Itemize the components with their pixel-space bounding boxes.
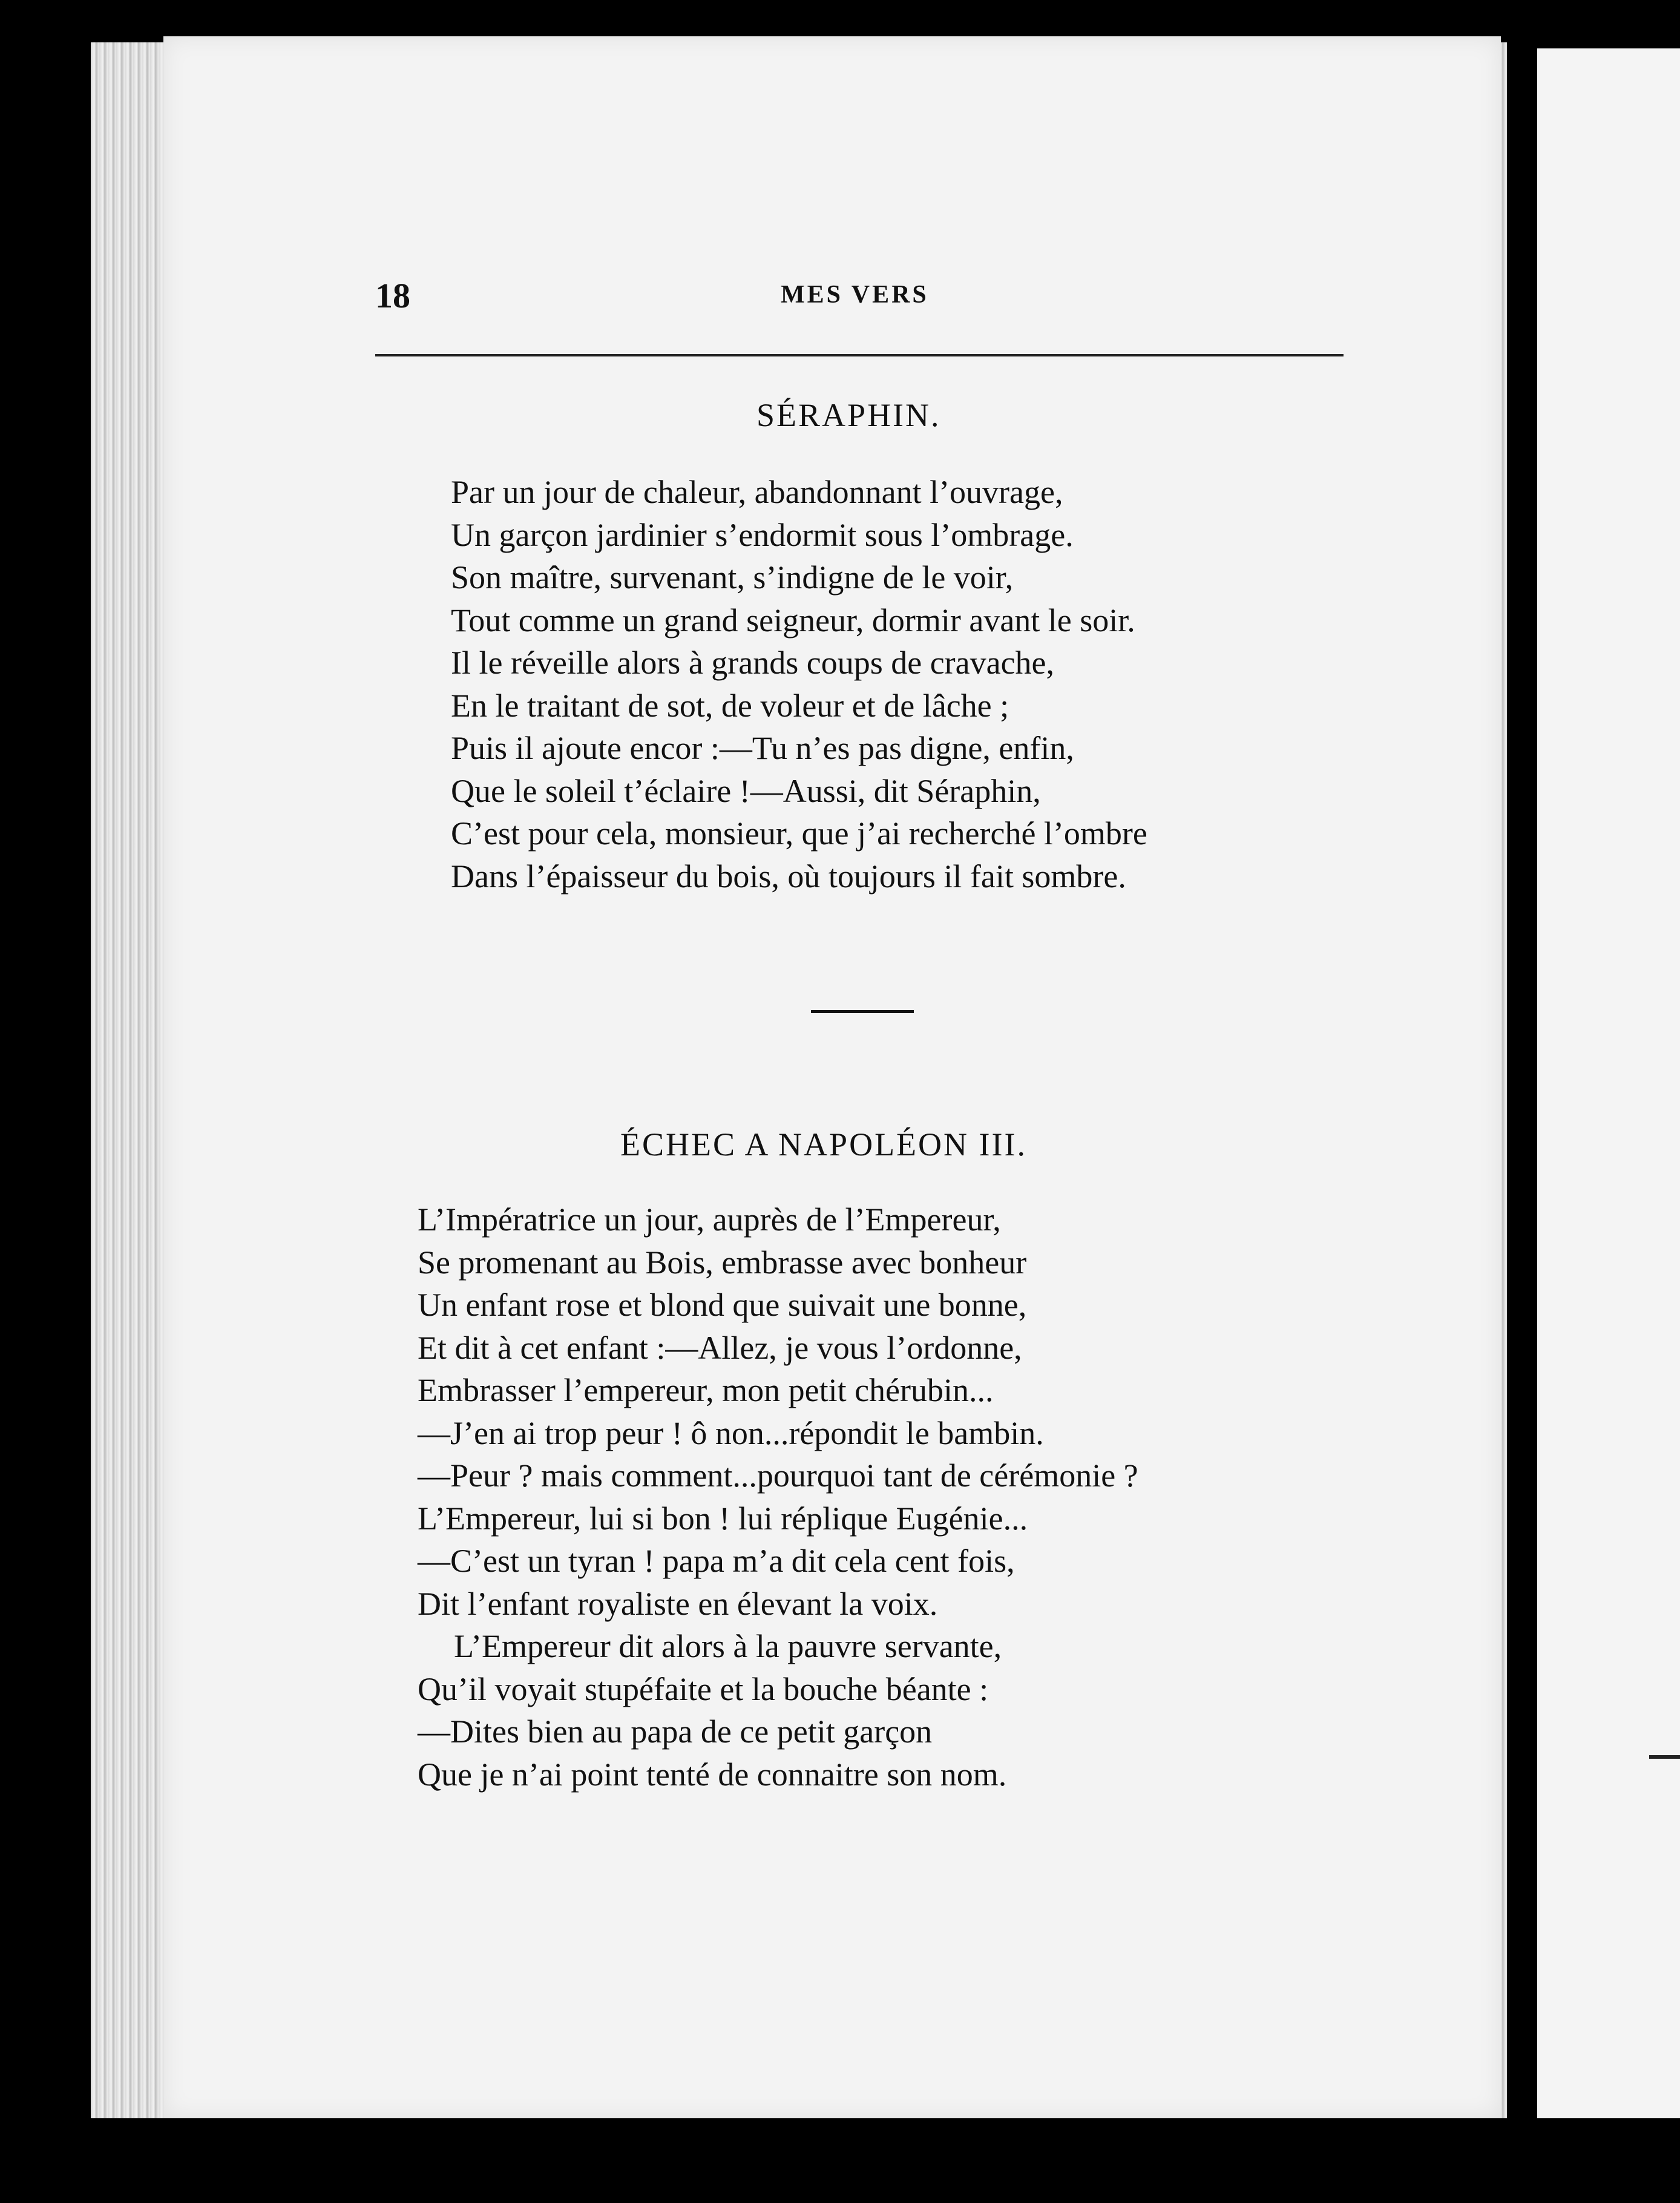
poem-title-echec: ÉCHEC A NAPOLÉON III. — [620, 1126, 1027, 1163]
verse-line: Et dit à cet enfant :—Allez, je vous l’ordonne, — [418, 1329, 1022, 1366]
verse-line: Dans l’épaisseur du bois, où toujours il fait sombre. — [451, 858, 1126, 895]
poem-seraphin — [451, 471, 1147, 898]
verse-line: Se promenant au Bois, embrasse avec bonheur — [418, 1244, 1027, 1281]
verse-line: —C’est un tyran ! papa m’a dit cela cent fois, — [418, 1543, 1015, 1579]
facing-page-edge — [1537, 48, 1680, 2118]
facing-page-mark — [1649, 1755, 1680, 1759]
verse-line: Que je n’ai point tenté de connaitre son nom. — [418, 1756, 1007, 1793]
verse-line: Embrasser l’empereur, mon petit chérubin... — [418, 1372, 994, 1408]
verse-line: Un enfant rose et blond que suivait une bonne, — [418, 1287, 1027, 1323]
verse-line: Que le soleil t’éclaire !—Aussi, dit Séraphin, — [451, 772, 1041, 809]
header-rule — [375, 354, 1344, 356]
page-number: 18 — [375, 276, 410, 315]
book-page — [163, 36, 1501, 2118]
verse-line: L’Empereur, lui si bon ! lui réplique Eugénie... — [418, 1500, 1028, 1537]
verse-line: Un garçon jardinier s’endormit sous l’ombrage. — [451, 516, 1074, 553]
poem-echec — [418, 1198, 1138, 1796]
verse-line: Il le réveille alors à grands coups de cravache, — [451, 645, 1055, 681]
poem-title-seraphin: SÉRAPHIN. — [756, 397, 941, 433]
running-head — [375, 275, 1344, 324]
verse-line: Dit l’enfant royaliste en élevant la voix. — [418, 1585, 938, 1622]
verse-line: Qu’il voyait stupéfaite et la bouche béante : — [418, 1670, 989, 1707]
verse-line: —Dites bien au papa de ce petit garçon — [418, 1713, 933, 1750]
verse-line: L’Impératrice un jour, auprès de l’Empereur, — [418, 1201, 1001, 1238]
running-title: MES VERS — [781, 281, 929, 309]
verse-line: C’est pour cela, monsieur, que j’ai recherché l’ombre — [451, 815, 1147, 852]
verse-line: Puis il ajoute encor :—Tu n’es pas digne, enfin, — [451, 730, 1074, 766]
verse-line: L’Empereur dit alors à la pauvre servante, — [454, 1628, 1002, 1664]
verse-line: —J’en ai trop peur ! ô non...répondit le bambin. — [418, 1414, 1044, 1451]
verse-line: En le traitant de sot, de voleur et de lâche ; — [451, 687, 1009, 724]
verse-line: Son maître, survenant, s’indigne de le voir, — [451, 559, 1014, 596]
verse-line: Par un jour de chaleur, abandonnant l’ouvrage, — [451, 474, 1063, 510]
verse-line: Tout comme un grand seigneur, dormir avant le soir. — [451, 602, 1135, 639]
verse-line: —Peur ? mais comment...pourquoi tant de cérémonie ? — [418, 1457, 1138, 1494]
section-separator — [811, 1010, 914, 1013]
